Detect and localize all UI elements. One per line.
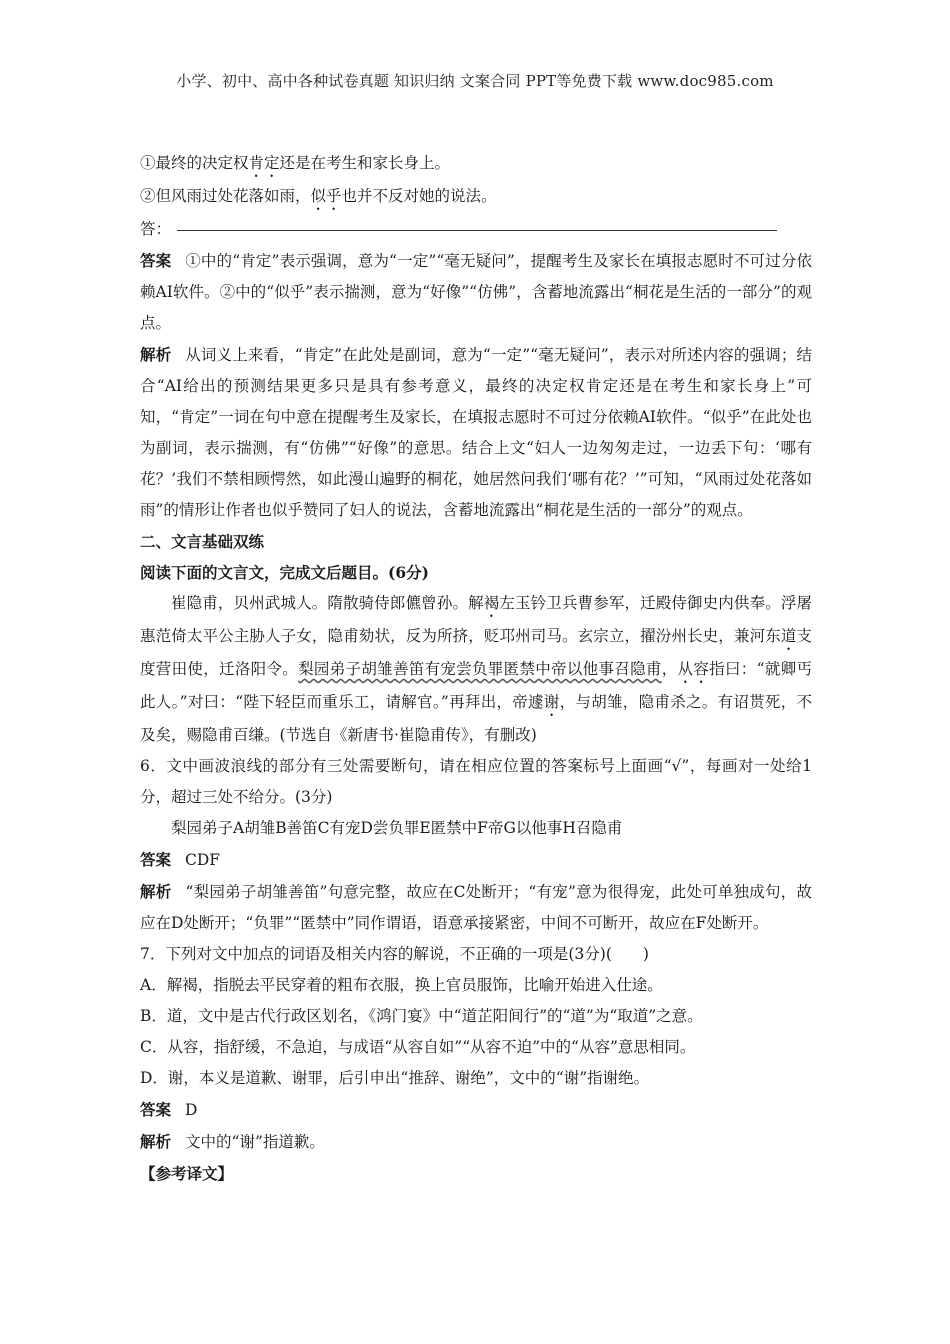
classical-passage [140, 588, 812, 751]
q5-item-1-dotted-word: 肯定 [248, 154, 280, 172]
q5-item-2-post: 也并不反对她的说法。 [341, 187, 497, 205]
q7-option-b: B．道，文中是古代行政区划名，《鸿门宴》中“道芷阳间行”的“道”为“取道”之意。 [140, 1007, 703, 1025]
analysis-label: 解析 [140, 882, 172, 901]
q5-item-2-dotted-word: 似乎 [310, 187, 342, 205]
answer-blank-line [140, 214, 812, 245]
reading-instruction: 阅读下面的文言文，完成文后题目。(6分) [140, 563, 429, 582]
passage-seg-6: ，与胡雏，隐甫杀之。有诏贳死，不及矣，赐隐甫百缣。(节选自《新唐书·崔隐甫传》，有删改) [140, 693, 812, 744]
passage-dotted-dao: 道 [780, 627, 797, 645]
passage-dotted-congrong: 从容 [677, 660, 710, 678]
answer-label: 答案 [140, 1100, 172, 1119]
q5-analysis-text: 从词义上来看，“肯定”在此处是副词，意为“一定”“毫无疑问”，表示对所述内容的强调；结合“AI给出的预测结果更多只是具有参考意义，最终的决定权肯定还是在考生和家长身上”可知，“肯定”一词在句中意在提醒考生及家长，在填报志愿时不可过分依赖AI软件。“似乎”在此处也为副词，表示揣测，有“仿佛”“好像”的意思。结合上文“妇人一边匆匆走过，一边丢下句：‘哪有花？’我们不禁相顾愕然，如此漫山遍野的桐花，她居然问我们‘哪有花？’”可知，“风雨过处花落如雨”的情形让作者也似乎赞同了妇人的说法，含蓄地流露出“桐花是生活的一部分”的观点。 [140, 346, 812, 519]
q5-item-1-post: 还是在考生和家长身上。 [279, 154, 451, 172]
passage-seg-1: 崔隐甫，贝州武城人。隋散骑侍郎儦曾孙。解 [171, 594, 484, 612]
passage-seg-5: 指曰：“就卿丐此人。”对曰：“陛下轻臣而重乐工，请解官。”再拜出，帝遽 [140, 660, 812, 711]
q7-stem: 7．下列对文中加点的词语及相关内容的解说，不正确的一项是(3分)( ) [140, 945, 649, 963]
passage-dotted-he: 褐 [483, 594, 500, 612]
passage-seg-3: 支度营田使，迁洛阳令。 [140, 627, 812, 678]
q6-stem: 6．文中画波浪线的部分有三处需要断句，请在相应位置的答案标号上面画“√”，每画对一处给1分，超过三处不给分。(3分) [140, 757, 812, 806]
analysis-label: 解析 [140, 1132, 172, 1151]
page-header-banner: 小学、初中、高中各种试卷真题 知识归纳 文案合同 PPT等免费下载 www.doc985.com [176, 72, 774, 90]
section-title: 二、文言基础双练 [140, 532, 265, 551]
answer-label: 答案 [140, 850, 172, 869]
q7-option-a: A．解褐，指脱去平民穿着的粗布衣服，换上官员服饰，比喻开始进入仕途。 [140, 976, 663, 994]
passage-dotted-xie: 谢 [543, 693, 560, 711]
q6-options: 梨园弟子A胡雏B善笛C有宠D尝负罪E匿禁中F帝G以他事H召隐甫 [171, 819, 623, 837]
answer-prompt: 答： [140, 220, 172, 238]
q7-option-d: D．谢，本义是道歉、谢罪，后引申出“推辞、谢绝”，文中的“谢”指谢绝。 [140, 1069, 650, 1087]
q5-answer [140, 245, 812, 339]
reference-translation-heading: 【参考译文】 [140, 1164, 234, 1183]
q6-analysis-text: “梨园弟子胡雏善笛”句意完整，故应在C处断开；“有宠”意为很得宠，此处可单独成句，故应在D处断开；“负罪”“匿禁中”同作谓语，语意承接紧密，中间不可断开，故应在F处断开。 [140, 883, 812, 932]
document-body [140, 148, 812, 1189]
q7-answer-text: D [185, 1101, 198, 1119]
q7-analysis-text: 文中的“谢”指道歉。 [185, 1133, 325, 1151]
q7-analysis [140, 1126, 812, 1158]
q6-answer-text: CDF [185, 851, 221, 869]
answer-label: 答案 [140, 251, 172, 270]
analysis-label: 解析 [140, 345, 172, 364]
q7-answer [140, 1094, 812, 1126]
q6-analysis [140, 876, 812, 939]
q5-item-2 [140, 181, 812, 214]
passage-wavy-segment: 梨园弟子胡雏善笛有宠尝负罪匿禁中帝以他事召隐甫 [298, 660, 662, 678]
passage-seg-2: 左玉钤卫兵曹参军，迁殿侍御史内供奉。浮屠惠范倚太平公主胁人子女，隐甫劾状，反为所挤，贬邛州司马。玄宗立，擢汾州长史，兼河东 [140, 594, 812, 645]
answer-blank [177, 229, 777, 231]
q5-analysis [140, 339, 812, 526]
passage-seg-4: ， [661, 660, 678, 678]
q5-item-1-pre: ①最终的决定权 [140, 154, 249, 172]
q7-option-c: C．从容，指舒缓，不急迫，与成语“从容自如”“从容不迫”中的“从容”意思相同。 [140, 1038, 696, 1056]
q6-answer [140, 844, 812, 876]
q5-item-1 [140, 148, 812, 181]
q5-item-2-pre: ②但风雨过处花落如雨， [140, 187, 311, 205]
q5-answer-text: ①中的“肯定”表示强调，意为“一定”“毫无疑问”，提醒考生及家长在填报志愿时不可过分依赖AI软件。②中的“似乎”表示揣测，意为“好像”“仿佛”，含蓄地流露出“桐花是生活的一部分”的观点。 [140, 252, 812, 332]
